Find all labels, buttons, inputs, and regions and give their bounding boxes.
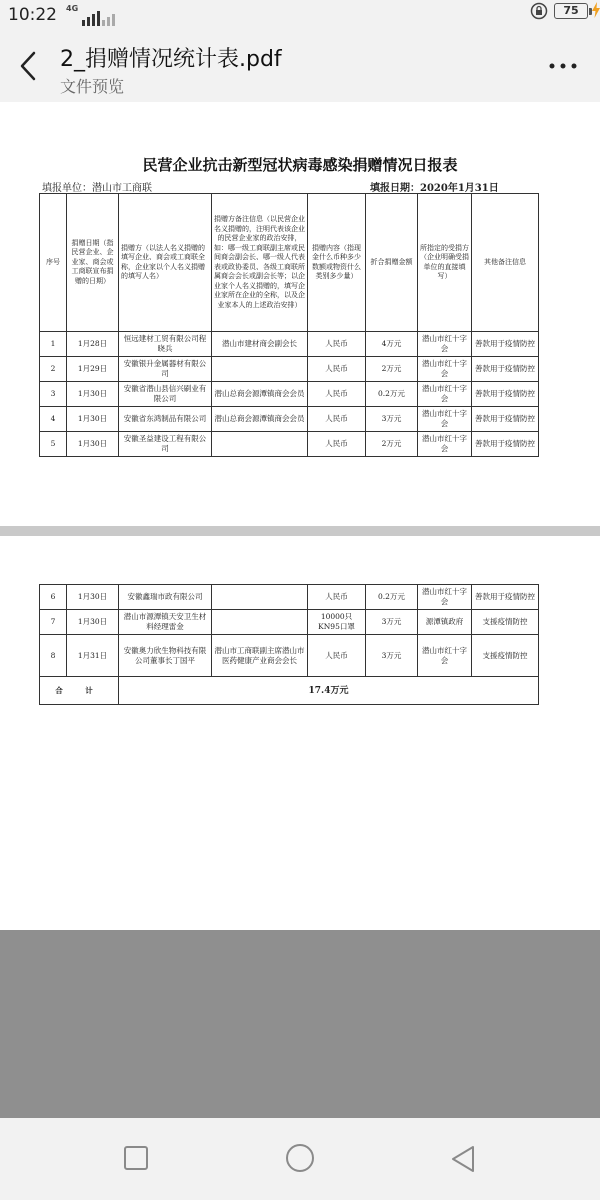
cell-date: 1月29日: [67, 357, 119, 382]
cell-content: 人民币: [308, 332, 366, 357]
pdf-page-2[interactable]: [0, 536, 600, 930]
column-header: 捐赠内容（指现金什么币种多少数额或物资什么类别多少量）: [308, 194, 366, 332]
cell-recipient: 潜山市红十字会: [418, 585, 472, 610]
back-icon[interactable]: [16, 50, 40, 82]
cell-amount: 4万元: [366, 332, 418, 357]
cell-content: 人民币: [308, 407, 366, 432]
cell-remark: 善款用于疫情防控: [472, 432, 539, 457]
pdf-page-1[interactable]: [0, 102, 600, 526]
cell-index: 1: [40, 332, 67, 357]
cell-content: 人民币: [308, 635, 366, 677]
cell-donor-note: 潜山总商会源潭镇商会会员: [212, 382, 308, 407]
total-row: [40, 677, 539, 705]
signal-icon: [64, 4, 116, 24]
cell-amount: 3万元: [366, 610, 418, 635]
column-header: 捐赠日期（指民营企业、企业家、商会或工商联宣布捐赠的日期）: [67, 194, 119, 332]
document-title: 民营企业抗击新型冠状病毒感染捐赠情况日报表: [142, 156, 458, 174]
cell-donor-note: 潜山市建材商会副会长: [212, 332, 308, 357]
cell-donor: 安徽鑫瑞市政有限公司: [119, 585, 212, 610]
nav-back-icon[interactable]: [450, 1144, 476, 1174]
cell-donor-note: 潜山总商会源潭镇商会会员: [212, 407, 308, 432]
rotation-lock-icon: [530, 2, 548, 20]
table-row: [40, 357, 539, 382]
recent-apps-icon[interactable]: [124, 1146, 148, 1170]
home-icon[interactable]: [286, 1144, 314, 1172]
cell-donor: 安徽银升金属器材有限公司: [119, 357, 212, 382]
cell-date: 1月30日: [67, 585, 119, 610]
preview-subtitle: 文件预览: [60, 77, 125, 96]
cell-donor: 安徽省东鸿制品有限公司: [119, 407, 212, 432]
cell-content: 10000只KN95口罩: [308, 610, 366, 635]
battery-icon: [554, 3, 588, 19]
cell-content: 人民币: [308, 432, 366, 457]
cell-donor-note: 潜山市工商联副主席潜山市医药健康产业商会会长: [212, 635, 308, 677]
column-header: 捐赠方备注信息（以民营企业名义捐赠的，注明代表该企业的民营企业家的政治安排，如：哪一级工商联副主席或民间商会副会长、哪一级人代表表或政协委员、各级工商联所属商会会长或副会长等；以企业家个人名义捐赠的，填写企业家所在企业的全称，以及企业家本人的上述政治安排）: [212, 194, 308, 332]
table-row: [40, 610, 539, 635]
cell-recipient: 潜山市红十字会: [418, 635, 472, 677]
donation-table-page-2: [39, 584, 539, 705]
page-separator: [0, 526, 600, 536]
cell-recipient: 潜山市红十字会: [418, 407, 472, 432]
column-header: 所指定的受捐方（企业明确受捐单位的直接填写）: [418, 194, 472, 332]
cell-amount: 0.2万元: [366, 585, 418, 610]
total-label: 合 计: [40, 677, 119, 705]
cell-amount: 2万元: [366, 432, 418, 457]
cell-recipient: 潜山市红十字会: [418, 432, 472, 457]
cell-content: 人民币: [308, 585, 366, 610]
cell-donor: 安徽圣益建设工程有限公司: [119, 432, 212, 457]
viewer-background: [0, 930, 600, 1118]
cell-amount: 0.2万元: [366, 382, 418, 407]
column-header: 折合捐赠金额: [366, 194, 418, 332]
table-row: [40, 382, 539, 407]
cell-date: 1月30日: [67, 610, 119, 635]
cell-amount: 3万元: [366, 635, 418, 677]
cell-remark: 善款用于疫情防控: [472, 382, 539, 407]
cell-content: 人民币: [308, 382, 366, 407]
title-bar: [0, 32, 600, 102]
report-date: 填报日期：2020年1月31日: [370, 183, 499, 194]
table-row: [40, 332, 539, 357]
cell-remark: 支援疫情防控: [472, 610, 539, 635]
cell-recipient: 潜山市红十字会: [418, 332, 472, 357]
cell-index: 8: [40, 635, 67, 677]
cell-index: 3: [40, 382, 67, 407]
cell-amount: 3万元: [366, 407, 418, 432]
cell-recipient: 潜山市红十字会: [418, 357, 472, 382]
table-row: [40, 635, 539, 677]
cell-donor-note: [212, 610, 308, 635]
cell-date: 1月30日: [67, 432, 119, 457]
column-header: 其他备注信息: [472, 194, 539, 332]
cell-remark: 善款用于疫情防控: [472, 407, 539, 432]
total-value: 17.4万元: [119, 677, 539, 705]
network-type: 4G: [66, 4, 79, 13]
cell-donor-note: [212, 357, 308, 382]
charging-icon: [592, 2, 600, 18]
battery-level: 75: [563, 4, 579, 17]
cell-index: 5: [40, 432, 67, 457]
cell-date: 1月30日: [67, 382, 119, 407]
cell-amount: 2万元: [366, 357, 418, 382]
cell-donor: 潜山市源潭镇天安卫生材料经理雷金: [119, 610, 212, 635]
column-header: 序号: [40, 194, 67, 332]
cell-index: 7: [40, 610, 67, 635]
cell-donor-note: [212, 432, 308, 457]
cell-recipient: 源潭镇政府: [418, 610, 472, 635]
cell-date: 1月28日: [67, 332, 119, 357]
column-header: 捐赠方（以法人名义捐赠的填写企业、商会或工商联全称，企业家以个人名义捐赠的填写人名）: [119, 194, 212, 332]
cell-recipient: 潜山市红十字会: [418, 382, 472, 407]
more-icon[interactable]: [548, 56, 578, 76]
donation-table-page-1: [39, 193, 539, 457]
cell-date: 1月30日: [67, 407, 119, 432]
cell-index: 6: [40, 585, 67, 610]
cell-remark: 善款用于疫情防控: [472, 585, 539, 610]
cell-donor: 安徽省潜山县信兴刷业有限公司: [119, 382, 212, 407]
navigation-bar: [0, 1118, 600, 1200]
cell-index: 4: [40, 407, 67, 432]
cell-donor-note: [212, 585, 308, 610]
cell-date: 1月31日: [67, 635, 119, 677]
cell-index: 2: [40, 357, 67, 382]
cell-donor: 恒远建材工贸有限公司程晓兵: [119, 332, 212, 357]
cell-remark: 支援疫情防控: [472, 635, 539, 677]
cell-remark: 善款用于疫情防控: [472, 357, 539, 382]
table-row: [40, 585, 539, 610]
file-name: 2_捐赠情况统计表.pdf: [60, 47, 282, 72]
report-unit: 填报单位：潜山市工商联: [42, 183, 152, 194]
table-row: [40, 432, 539, 457]
table-header-row: [40, 194, 539, 332]
cell-donor: 安徽奥力欣生物科技有限公司董事长丁国平: [119, 635, 212, 677]
status-bar: [0, 0, 600, 32]
status-time: 10:22: [8, 5, 57, 25]
cell-content: 人民币: [308, 357, 366, 382]
table-row: [40, 407, 539, 432]
cell-remark: 善款用于疫情防控: [472, 332, 539, 357]
